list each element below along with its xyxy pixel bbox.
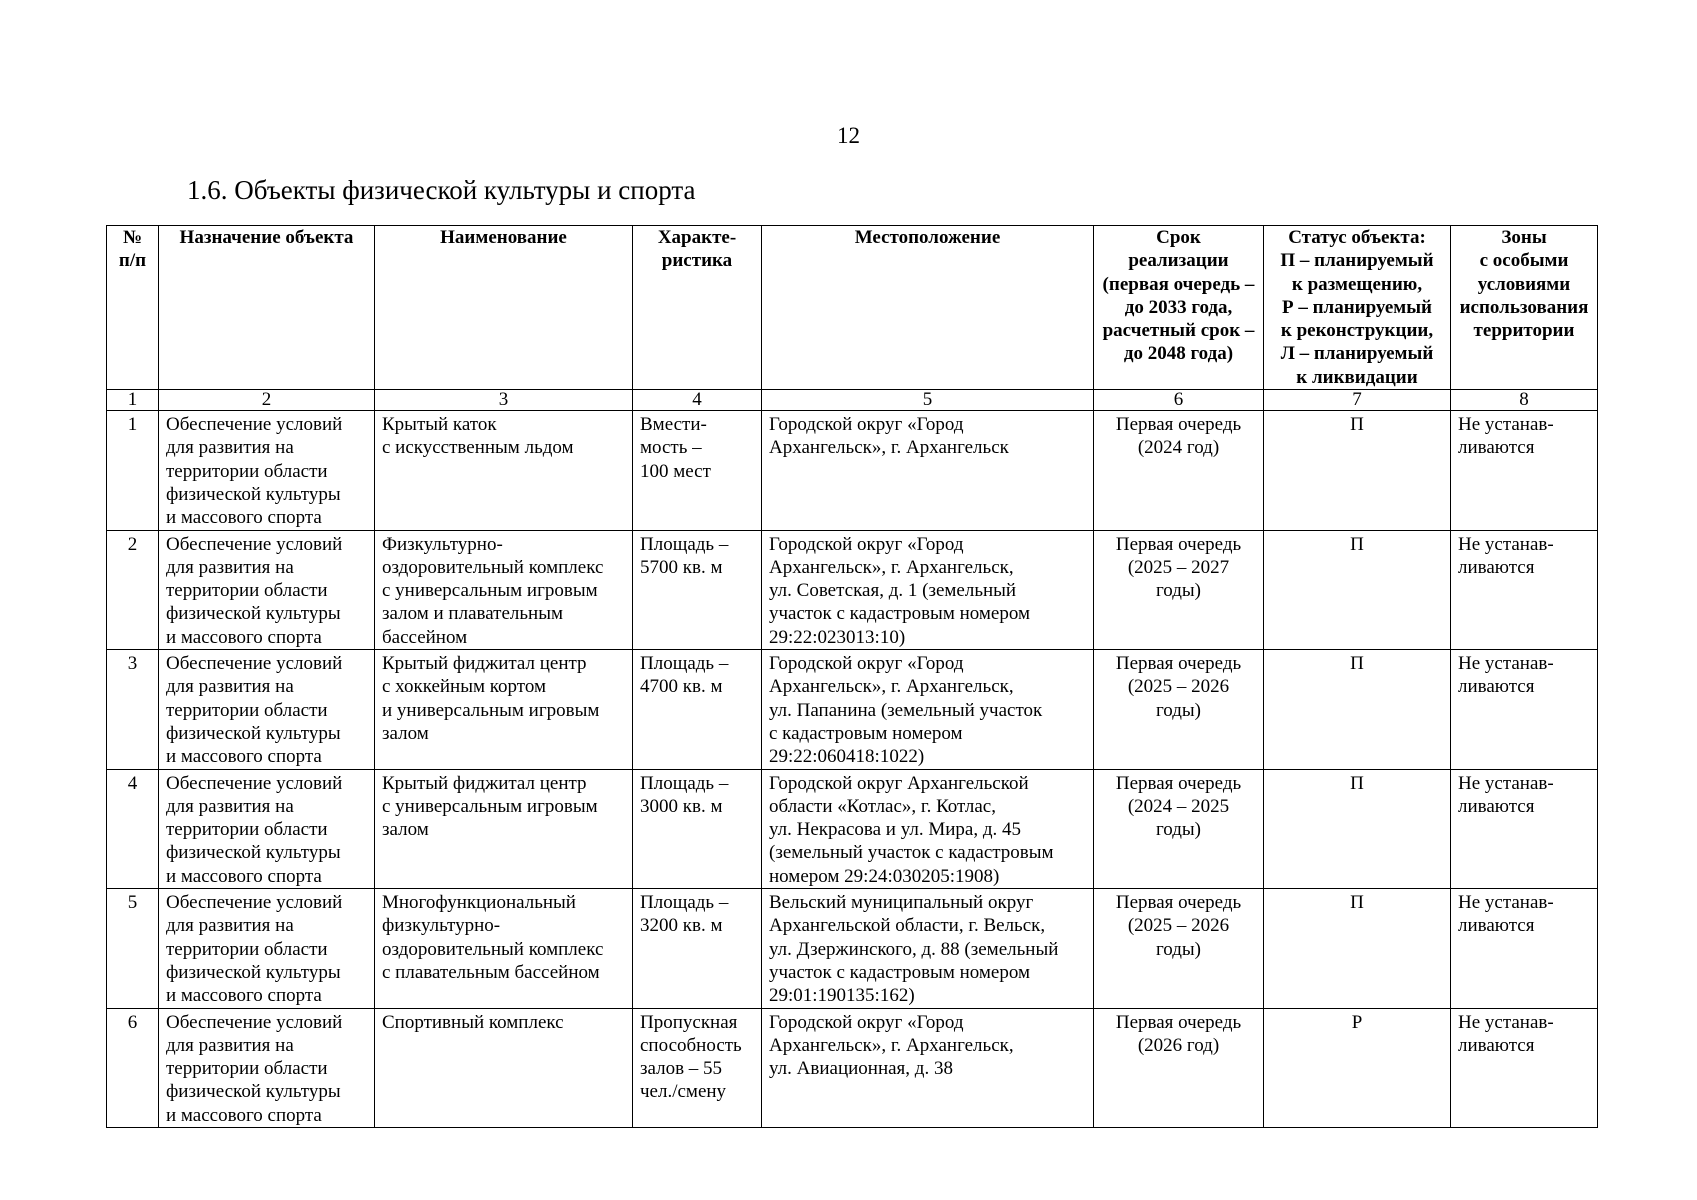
row-number-cell: 4 (107, 769, 159, 888)
status-cell: П (1264, 650, 1451, 769)
table-header-row (107, 226, 1598, 390)
zones-cell: Не устанав- ливаются (1451, 1008, 1598, 1127)
page-number: 12 (837, 123, 860, 148)
row-number-cell: 6 (107, 1008, 159, 1127)
purpose-cell: Обеспечение условий для развития на территории области физической культуры и массового спорта (159, 769, 375, 888)
column-number-cell: 4 (633, 390, 762, 411)
header-cell: Местоположение (762, 226, 1094, 390)
zones-cell: Не устанав- ливаются (1451, 411, 1598, 530)
location-cell: Городской округ «Город Архангельск», г. Архангельск, ул. Советская, д. 1 (земельный участок с кадастровым номером 29:22:023013:10) (762, 530, 1094, 649)
header-cell: Назначение объекта (159, 226, 375, 390)
status-cell: П (1264, 530, 1451, 649)
name-cell: Многофункциональный физкультурно- оздоровительный комплекс с плавательным бассейном (375, 889, 633, 1008)
status-cell: П (1264, 411, 1451, 530)
term-cell: Первая очередь (2024 год) (1094, 411, 1264, 530)
column-number-cell: 5 (762, 390, 1094, 411)
table-row (107, 1008, 1598, 1127)
characteristic-cell: Пропускная способность залов – 55 чел./смену (633, 1008, 762, 1127)
column-number-cell: 7 (1264, 390, 1451, 411)
term-cell: Первая очередь (2024 – 2025 годы) (1094, 769, 1264, 888)
row-number-cell: 3 (107, 650, 159, 769)
status-cell: Р (1264, 1008, 1451, 1127)
section-title: 1.6. Объекты физической культуры и спорта (187, 175, 696, 205)
purpose-cell: Обеспечение условий для развития на территории области физической культуры и массового спорта (159, 411, 375, 530)
zones-cell: Не устанав- ливаются (1451, 889, 1598, 1008)
location-cell: Вельский муниципальный округ Архангельской области, г. Вельск, ул. Дзержинского, д. 88 (земельный участок с кадастровым номером 29:01:190135:162) (762, 889, 1094, 1008)
purpose-cell: Обеспечение условий для развития на территории области физической культуры и массового спорта (159, 1008, 375, 1127)
row-number-cell: 5 (107, 889, 159, 1008)
purpose-cell: Обеспечение условий для развития на территории области физической культуры и массового спорта (159, 889, 375, 1008)
characteristic-cell: Площадь – 3000 кв. м (633, 769, 762, 888)
name-cell: Крытый каток с искусственным льдом (375, 411, 633, 530)
name-cell: Крытый фиджитал центр с универсальным игровым залом (375, 769, 633, 888)
table-row (107, 650, 1598, 769)
column-number-row (107, 390, 1598, 411)
purpose-cell: Обеспечение условий для развития на территории области физической культуры и массового спорта (159, 530, 375, 649)
term-cell: Первая очередь (2025 – 2026 годы) (1094, 889, 1264, 1008)
table-row (107, 769, 1598, 888)
zones-cell: Не устанав- ливаются (1451, 650, 1598, 769)
header-cell: Статус объекта: П – планируемый к размещению, Р – планируемый к реконструкции, Л – планируемый к ликвидации (1264, 226, 1451, 390)
sports-facilities-table (106, 225, 1598, 1128)
location-cell: Городской округ Архангельской области «Котлас», г. Котлас, ул. Некрасова и ул. Мира, д. 45 (земельный участок с кадастровым номером 29:24:030205:1908) (762, 769, 1094, 888)
characteristic-cell: Вмести- мость – 100 мест (633, 411, 762, 530)
location-cell: Городской округ «Город Архангельск», г. Архангельск, ул. Папанина (земельный участок с кадастровым номером 29:22:060418:1022) (762, 650, 1094, 769)
column-number-cell: 3 (375, 390, 633, 411)
column-number-cell: 1 (107, 390, 159, 411)
term-cell: Первая очередь (2025 – 2027 годы) (1094, 530, 1264, 649)
purpose-cell: Обеспечение условий для развития на территории области физической культуры и массового спорта (159, 650, 375, 769)
term-cell: Первая очередь (2025 – 2026 годы) (1094, 650, 1264, 769)
header-cell: Срок реализации (первая очередь – до 2033 года, расчетный срок – до 2048 года) (1094, 226, 1264, 390)
column-number-cell: 2 (159, 390, 375, 411)
header-cell: № п/п (107, 226, 159, 390)
name-cell: Крытый фиджитал центр с хоккейным кортом и универсальным игровым залом (375, 650, 633, 769)
term-cell: Первая очередь (2026 год) (1094, 1008, 1264, 1127)
table-row (107, 411, 1598, 530)
header-cell: Зоны с особыми условиями использования территории (1451, 226, 1598, 390)
location-cell: Городской округ «Город Архангельск», г. Архангельск (762, 411, 1094, 530)
status-cell: П (1264, 769, 1451, 888)
table-row (107, 530, 1598, 649)
characteristic-cell: Площадь – 4700 кв. м (633, 650, 762, 769)
row-number-cell: 2 (107, 530, 159, 649)
name-cell: Спортивный комплекс (375, 1008, 633, 1127)
header-cell: Характе- ристика (633, 226, 762, 390)
header-cell: Наименование (375, 226, 633, 390)
name-cell: Физкультурно- оздоровительный комплекс с универсальным игровым залом и плавательным бассейном (375, 530, 633, 649)
column-number-cell: 8 (1451, 390, 1598, 411)
zones-cell: Не устанав- ливаются (1451, 530, 1598, 649)
row-number-cell: 1 (107, 411, 159, 530)
characteristic-cell: Площадь – 5700 кв. м (633, 530, 762, 649)
table-row (107, 889, 1598, 1008)
status-cell: П (1264, 889, 1451, 1008)
characteristic-cell: Площадь – 3200 кв. м (633, 889, 762, 1008)
zones-cell: Не устанав- ливаются (1451, 769, 1598, 888)
column-number-cell: 6 (1094, 390, 1264, 411)
location-cell: Городской округ «Город Архангельск», г. Архангельск, ул. Авиационная, д. 38 (762, 1008, 1094, 1127)
